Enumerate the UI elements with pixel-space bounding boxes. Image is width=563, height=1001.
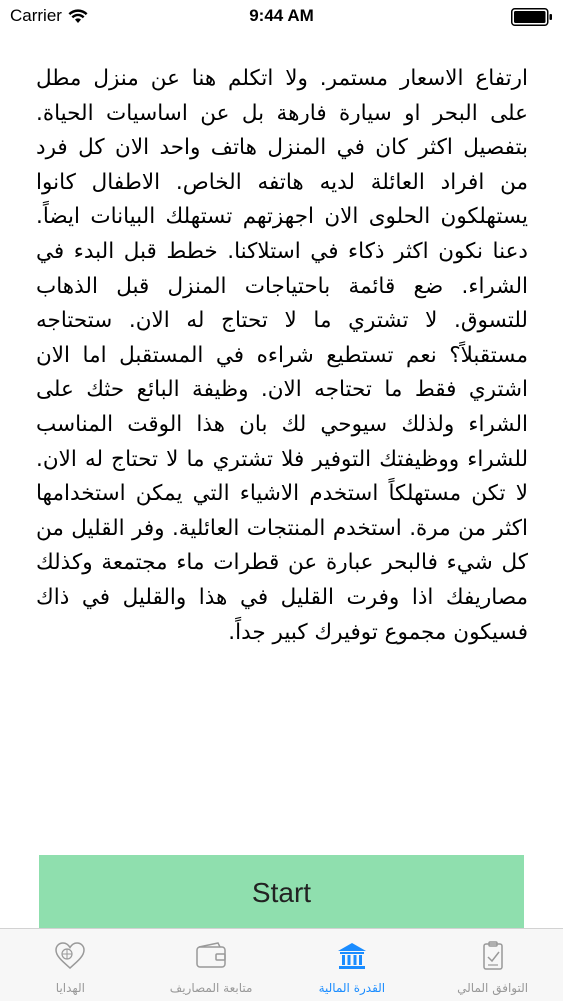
heart-icon: [53, 939, 87, 973]
tab-label: القدرة المالية: [318, 981, 386, 995]
carrier-name: Carrier: [10, 6, 62, 25]
clipboard-check-icon: [476, 939, 510, 973]
tab-financial-compatibility[interactable]: [422, 929, 563, 1001]
status-bar: [0, 0, 563, 34]
status-time: 9:44 AM: [249, 6, 314, 25]
tab-financial-capacity[interactable]: [282, 929, 423, 1001]
tab-label: التوافق المالي: [457, 981, 529, 995]
article-text: ارتفاع الاسعار مستمر. ولا اتكلم هنا عن منزل مطل على البحر او سيارة فارهة بل عن اساسيات الحياة. بتفصيل اكثر كان في المنزل هاتف واحد الان كل فرد من افراد العائلة لديه هاتفه الخاص. الاطفال كانوا يستهلكون الحلوى الان اجهزتهم تستهلك البيانات ايضاً. دعنا نكون اكثر ذكاء في استلاكنا. خطط قبل البدء في الشراء. ضع قائمة باحتياجات المنزل قبل الذهاب للتسوق. لا تشتري ما لا تحتاج له الان. ستحتاجه مستقبلاً؟ نعم تستطيع شراءه في المستقبل اما الان اشتري فقط ما تحتاجه الان. وظيفة البائع حثك على الشراء ولذلك سيوحي لك بان هذا الوقت المناسب للشراء ووظيفتك التوفير فلا تشتري ما لا تحتاج له الان. لا تكن مستهلكاً استخدم الاشياء التي يمكن استخدامها اكثر من مرة. استخدم المنتجات العائلية. وفر القليل من كل شيء فالبحر عبارة عن قطرات ماء مجتمعة وكذلك مصاريفك اذا وفرت القليل في هذا والقليل في ذاك فسيكون مجموع توفيرك كبير جداً.: [36, 66, 528, 645]
tab-gifts[interactable]: [0, 929, 141, 1001]
start-button[interactable]: [39, 855, 524, 931]
tab-label: الهدايا: [55, 981, 85, 995]
wallet-icon: [194, 939, 228, 973]
bank-icon: [335, 939, 369, 973]
start-button-label: Start: [251, 877, 312, 908]
tab-bar: [0, 928, 563, 1001]
tab-expense-tracking[interactable]: [141, 929, 282, 1001]
battery-icon: [511, 8, 553, 26]
tab-label: متابعة المصاريف: [169, 981, 253, 995]
